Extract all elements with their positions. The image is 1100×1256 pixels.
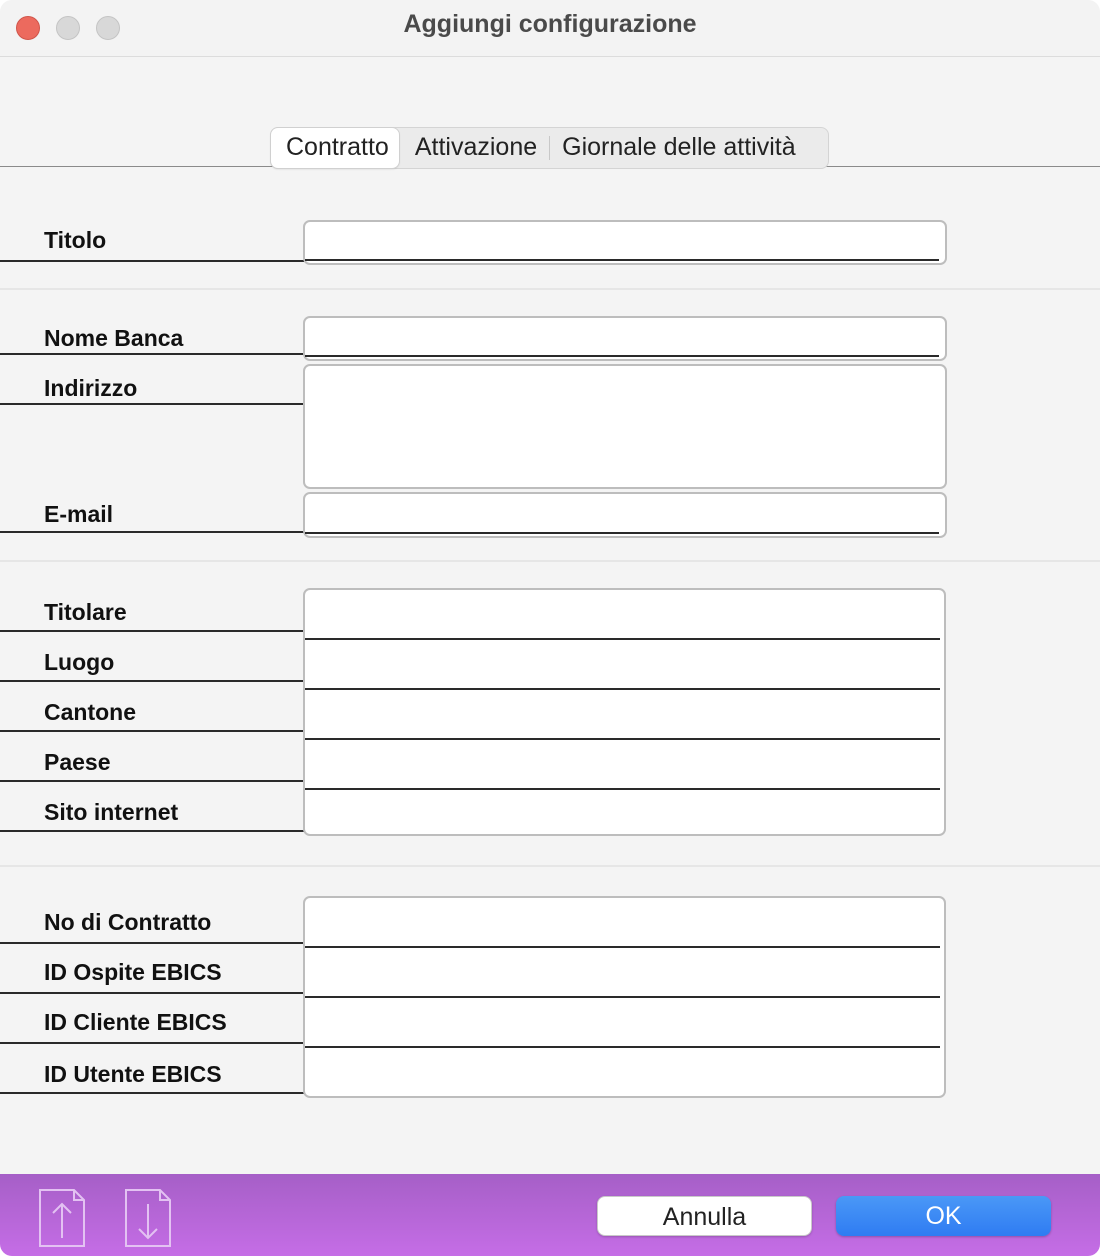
ebics-fields-group (303, 896, 946, 1098)
paese-label-underline (0, 780, 304, 782)
nome-banca-label: Nome Banca (44, 325, 184, 351)
paese-field[interactable] (305, 740, 944, 790)
field-underline (305, 259, 939, 261)
utente-label: ID Utente EBICS (44, 1061, 222, 1087)
section-separator (0, 560, 1100, 562)
cliente-field[interactable] (305, 998, 944, 1048)
utente-label-underline (0, 1092, 304, 1094)
ospite-field[interactable] (305, 948, 944, 998)
section-separator (0, 865, 1100, 867)
cantone-label: Cantone (44, 699, 136, 725)
cancel-button[interactable]: Annulla (597, 1196, 812, 1236)
contratto-input[interactable] (315, 902, 934, 942)
contratto-label: No di Contratto (44, 909, 212, 935)
tab-contratto[interactable]: Contratto (271, 128, 399, 168)
document-upload-icon[interactable] (38, 1188, 86, 1248)
titolare-input[interactable] (315, 594, 934, 634)
holder-fields-group (303, 588, 946, 836)
field-underline (305, 355, 939, 357)
footer-bar (0, 1174, 1100, 1256)
utente-input[interactable] (315, 1052, 934, 1092)
luogo-label: Luogo (44, 649, 115, 675)
sito-field[interactable] (305, 790, 944, 836)
indirizzo-field[interactable] (303, 364, 947, 489)
titolo-label: Titolo (44, 227, 107, 253)
section-separator (0, 288, 1100, 290)
contratto-field[interactable] (305, 898, 944, 948)
cantone-input[interactable] (315, 694, 934, 734)
titolare-label: Titolare (44, 599, 127, 625)
nome-banca-label-underline (0, 353, 304, 355)
email-input[interactable] (315, 498, 935, 530)
window-title: Aggiungi configurazione (403, 10, 697, 38)
nome-banca-field[interactable] (303, 316, 947, 361)
title-bar (0, 0, 1100, 57)
email-label: E-mail (44, 501, 114, 527)
titolo-label-underline (0, 260, 304, 262)
field-underline (305, 532, 939, 534)
utente-field[interactable] (305, 1048, 944, 1098)
luogo-field[interactable] (305, 640, 944, 690)
email-label-underline (0, 531, 304, 533)
indirizzo-label: Indirizzo (44, 375, 138, 401)
luogo-label-underline (0, 680, 304, 682)
ok-button[interactable]: OK (836, 1196, 1051, 1236)
sito-label-underline (0, 830, 304, 832)
titolare-field[interactable] (305, 590, 944, 640)
cantone-label-underline (0, 730, 304, 732)
paese-label: Paese (44, 749, 111, 775)
email-field[interactable] (303, 492, 947, 538)
titolare-label-underline (0, 630, 304, 632)
ospite-label-underline (0, 992, 304, 994)
cliente-input[interactable] (315, 1002, 934, 1042)
tab-giornale[interactable]: Giornale delle attività (562, 133, 796, 161)
ospite-input[interactable] (315, 952, 934, 992)
tab-bar (270, 127, 829, 169)
titolo-input[interactable] (315, 226, 935, 257)
cantone-field[interactable] (305, 690, 944, 740)
document-download-icon[interactable] (124, 1188, 172, 1248)
ospite-label: ID Ospite EBICS (44, 959, 222, 985)
luogo-input[interactable] (315, 644, 934, 684)
sito-label: Sito internet (44, 799, 179, 825)
contratto-label-underline (0, 942, 304, 944)
sito-input[interactable] (315, 794, 934, 834)
cliente-label-underline (0, 1042, 304, 1044)
titolo-field[interactable] (303, 220, 947, 265)
tab-attivazione[interactable]: Attivazione (414, 133, 538, 161)
cliente-label: ID Cliente EBICS (44, 1009, 227, 1035)
paese-input[interactable] (315, 744, 934, 784)
indirizzo-textarea[interactable] (315, 372, 935, 481)
nome-banca-input[interactable] (315, 322, 935, 353)
indirizzo-label-underline (0, 403, 304, 405)
